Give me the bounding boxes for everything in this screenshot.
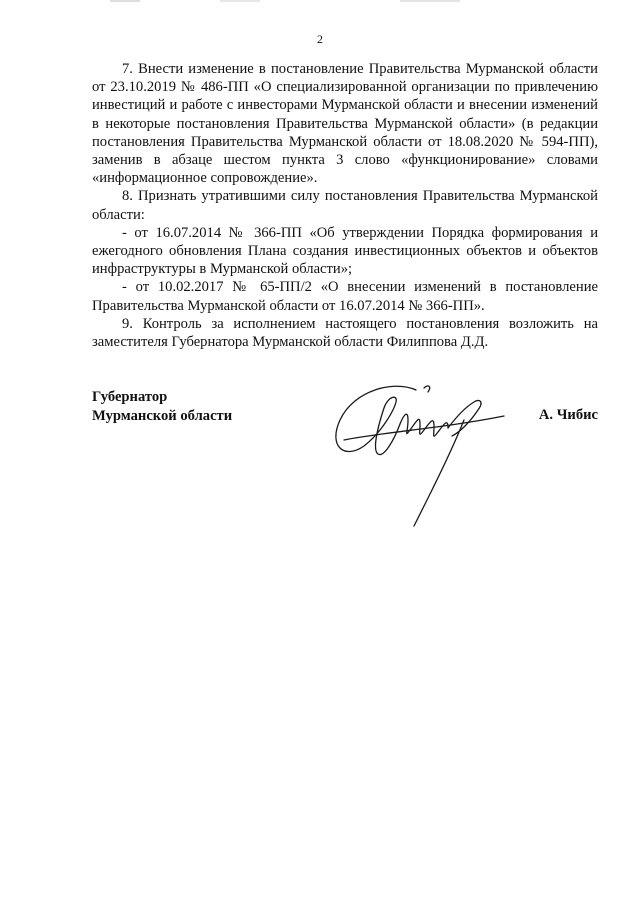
signatory-title-line1: Губернатор: [92, 389, 168, 405]
signatory-title: [92, 388, 232, 425]
signatory-name: А. Чибис: [538, 407, 598, 423]
scan-edge-marks: [100, 0, 540, 4]
handwritten-signature: [324, 380, 514, 530]
paragraph-item-7: 7. Внести изменение в постановление Правительства Мурманской области от 23.10.2019 № 486-ПП «О специализированной организации по привлечению инвестиций и работе с инвесторами Мурманской области и внесении изменений в некоторые постановления Правительства Мурманской области» (в редакции постановления Правительства Мурманской области от 18.08.2020 № 594-ПП), заменив в абзаце шестом пункта 3 слово «функционирование» словами «информационное сопровождение».: [92, 61, 598, 187]
paragraph-item-8-sub-1: - от 16.07.2014 № 366-ПП «Об утверждении Порядка формирования и ежегодного обновления Плана создания инвестиционных объектов и объектов инфраструктуры в Мурманской области»;: [92, 224, 598, 278]
paragraph-item-8: 8. Признать утратившими силу постановления Правительства Мурманской области:: [92, 188, 598, 223]
document-body: [92, 60, 598, 351]
signature-block: [92, 380, 598, 540]
signatory-title-line2: Мурманской области: [92, 407, 233, 424]
paragraph-item-8-sub-2: - от 10.02.2017 № 65-ПП/2 «О внесении изменений в постановление Правительства Мурманской области от 16.07.2014 № 366-ПП».: [92, 279, 598, 314]
page-number: 2: [317, 32, 323, 46]
paragraph-item-9: 9. Контроль за исполнением настоящего постановления возложить на заместителя Губернатора Мурманской области Филиппова Д.Д.: [92, 315, 598, 351]
